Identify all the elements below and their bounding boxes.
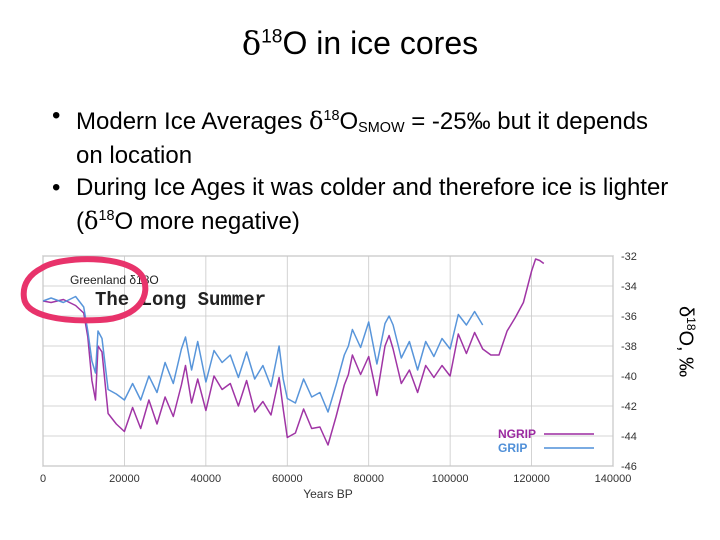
y-axis-label xyxy=(673,306,698,377)
inset-title: Greenland δ18O xyxy=(70,273,159,287)
legend-label-grip: GRIP xyxy=(498,441,528,455)
y-tick-label: -34 xyxy=(621,281,637,293)
bullet-text: O more negative) xyxy=(114,208,300,235)
y-axis-label-text: O, ‰ xyxy=(674,330,697,378)
bullet-text: Modern Ice Averages xyxy=(76,108,310,135)
x-tick-label: 100000 xyxy=(431,473,469,485)
delta-symbol: δ xyxy=(674,306,697,318)
y-tick-label: -38 xyxy=(621,341,637,353)
x-tick-label: 60000 xyxy=(271,473,303,485)
bullet-superscript: 18 xyxy=(323,108,340,124)
x-tick-label: 80000 xyxy=(353,473,385,485)
x-tick-label: 0 xyxy=(39,473,47,485)
bullet-marker: • xyxy=(52,174,61,201)
y-tick-label: -40 xyxy=(621,371,637,383)
y-tick-label: -36 xyxy=(621,311,637,323)
bullet-list xyxy=(52,102,672,240)
x-tick-label: 120000 xyxy=(513,473,550,485)
bullet-text: = -25‰ but it depends on location xyxy=(76,108,649,169)
bullet-text: O xyxy=(339,108,359,135)
y-tick-label: -42 xyxy=(621,401,637,413)
bullet-item-ice-ages xyxy=(52,174,672,236)
delta-symbol: δ xyxy=(84,207,99,235)
bullet-item-modern-ice xyxy=(52,102,672,170)
bullet-text: During Ice Ages it was colder and therefore ice is lighter ( xyxy=(76,174,669,235)
y-tick-label: -44 xyxy=(621,431,637,443)
y-tick-label: -46 xyxy=(621,461,637,473)
title-superscript: 18 xyxy=(261,26,283,48)
bullet-superscript: 18 xyxy=(98,208,115,224)
slide-title xyxy=(0,24,720,62)
x-axis-label: Years BP xyxy=(303,487,353,501)
x-tick-label: 20000 xyxy=(109,473,140,485)
delta-symbol: δ xyxy=(309,107,324,135)
bullet-marker: • xyxy=(52,102,61,129)
legend-label-ngrip: NGRIP xyxy=(498,427,537,441)
x-tick-label: 140000 xyxy=(594,473,632,485)
y-axis-superscript: 18 xyxy=(684,317,698,331)
ice-core-chart xyxy=(0,240,720,540)
annotation-text: The Long Summer xyxy=(95,289,267,311)
y-tick-label: -32 xyxy=(621,251,637,263)
x-tick-label: 40000 xyxy=(190,473,222,485)
delta-symbol: δ xyxy=(241,24,262,62)
title-text: O in ice cores xyxy=(282,25,479,61)
bullet-subscript: SMOW xyxy=(358,120,405,136)
